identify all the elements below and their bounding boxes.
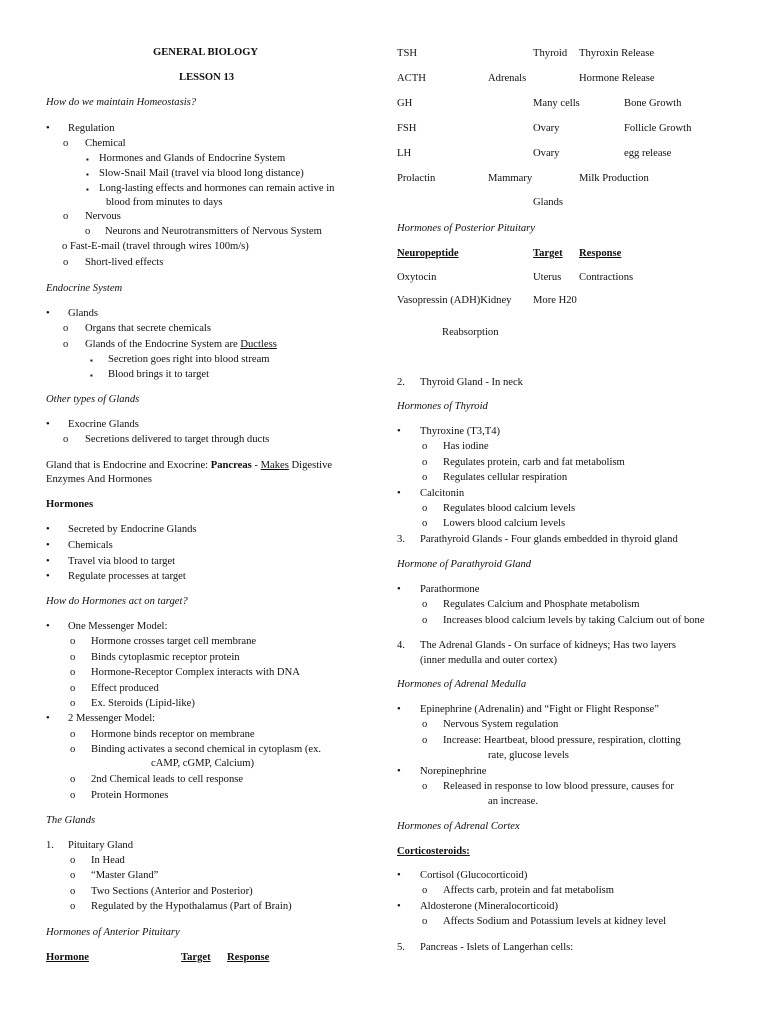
table-cell-target: Mammary: [488, 173, 533, 184]
table-cell-hormone: GH: [397, 98, 413, 109]
section-heading: Hormones of Adrenal Medulla: [397, 679, 527, 690]
table-cell-target: Thyroid: [533, 48, 568, 59]
list-item: Parathyroid Glands - Four glands embedded in thyroid gland: [420, 534, 678, 545]
list-item: Exocrine Glands: [68, 419, 139, 430]
sub-bullet: o: [422, 916, 428, 927]
list-item: Binds cytoplasmic receptor protein: [91, 652, 240, 663]
sub-bullet: o: [422, 781, 428, 792]
list-item: 2nd Chemical leads to cell response: [91, 774, 244, 785]
list-item: blood from minutes to days: [106, 197, 223, 208]
table-cell-response: Follicle Growth: [624, 123, 692, 134]
bullet: •: [46, 571, 50, 582]
sub-bullet: o: [70, 744, 76, 755]
sub-bullet: o: [70, 698, 76, 709]
sub-bullet: o: [63, 211, 69, 222]
table-cell-target: Ovary: [533, 148, 560, 159]
square-bullet: ▪: [90, 371, 93, 380]
sub-bullet: o: [422, 719, 428, 730]
square-bullet: ▪: [86, 155, 89, 164]
sub-bullet: o: [70, 901, 76, 912]
square-bullet: ▪: [90, 356, 93, 365]
table-cell-response: Milk Production: [579, 173, 649, 184]
sub-bullet: o: [70, 774, 76, 785]
list-item: Regulated by the Hypothalamus (Part of Brain): [91, 901, 292, 912]
list-item: Regulates protein, carb and fat metabolism: [443, 457, 625, 468]
table-cell-neuropeptide: Vasopressin (ADH)Kidney: [397, 295, 512, 306]
table-cell-response: egg release: [624, 148, 672, 159]
section-heading: Hormones of Anterior Pituitary: [46, 927, 180, 938]
list-item: Glands: [68, 308, 99, 319]
sub-bullet: o: [422, 441, 428, 452]
list-item: The Adrenal Glands - On surface of kidneys; Has two layers: [420, 640, 676, 651]
list-item: Epinephrine (Adrenalin) and “Fight or Flight Response”: [420, 704, 659, 715]
list-item: Regulates blood calcium levels: [443, 503, 576, 514]
list-item: One Messenger Model:: [68, 621, 168, 632]
section-heading: Hormones: [46, 499, 94, 510]
section-heading: How do Hormones act on target?: [46, 596, 188, 607]
list-item: Pituitary Gland: [68, 840, 134, 851]
column-header-target: Target: [181, 952, 211, 963]
bullet: •: [46, 556, 50, 567]
list-item: rate, glucose levels: [488, 750, 569, 761]
list-item: Norepinephrine: [420, 766, 487, 777]
paragraph: Gland that is Endocrine and Exocrine: Pancreas - Makes Digestive: [46, 460, 333, 471]
list-item: o Fast-E-mail (travel through wires 100m/s): [62, 241, 249, 252]
list-item: Increase: Heartbeat, blood pressure, respiration, clotting: [443, 735, 681, 746]
bullet: •: [46, 713, 50, 724]
list-item: Slow-Snail Mail (travel via blood long distance): [99, 168, 304, 179]
table-cell-response: Hormone Release: [579, 73, 655, 84]
sub-bullet: o: [422, 457, 428, 468]
list-number: 3.: [397, 534, 405, 545]
list-item: Has iodine: [443, 441, 489, 452]
section-heading: Hormones of Thyroid: [397, 401, 488, 412]
section-heading: Other types of Glands: [46, 394, 140, 405]
bullet: •: [397, 766, 401, 777]
list-item: Regulation: [68, 123, 115, 134]
sub-bullet: o: [70, 652, 76, 663]
list-item: Protein Hormones: [91, 790, 169, 801]
table-cell-target: Glands: [533, 197, 564, 208]
sub-bullet: o: [63, 257, 69, 268]
list-item: Pancreas - Islets of Langerhan cells:: [420, 942, 574, 953]
sub-bullet: o: [422, 503, 428, 514]
list-item: Two Sections (Anterior and Posterior): [91, 886, 253, 897]
list-item: Affects Sodium and Potassium levels at kidney level: [443, 916, 667, 927]
bullet: •: [397, 901, 401, 912]
table-cell-target: Uterus: [533, 272, 562, 283]
sub-bullet: o: [70, 667, 76, 678]
list-number: 5.: [397, 942, 405, 953]
subsection-heading: Corticosteroids:: [397, 846, 470, 857]
bullet: •: [397, 870, 401, 881]
list-item: Hormones and Glands of Endocrine System: [99, 153, 286, 164]
table-cell-response: Contractions: [579, 272, 634, 283]
sub-bullet: o: [63, 323, 69, 334]
sub-bullet: o: [422, 615, 428, 626]
list-item: Organs that secrete chemicals: [85, 323, 211, 334]
list-item: Thyroxine (T3,T4): [420, 426, 501, 437]
list-item: Travel via blood to target: [68, 556, 176, 567]
table-cell-target: Many cells: [533, 98, 580, 109]
bullet: •: [46, 524, 50, 535]
section-heading: Endocrine System: [46, 283, 123, 294]
bullet: •: [46, 308, 50, 319]
list-item: Hormone binds receptor on membrane: [91, 729, 255, 740]
column-header-response: Response: [227, 952, 270, 963]
sub-bullet: o: [422, 472, 428, 483]
table-cell-response: Reabsorption: [442, 327, 499, 338]
list-item: In Head: [91, 855, 125, 866]
list-item: Long-lasting effects and hormones can remain active in: [99, 183, 335, 194]
list-item: Calcitonin: [420, 488, 465, 499]
bullet: •: [397, 488, 401, 499]
bullet: •: [46, 621, 50, 632]
doc-title: GENERAL BIOLOGY: [153, 47, 259, 58]
sub-bullet: o: [70, 683, 76, 694]
list-item: Affects carb, protein and fat metabolism: [443, 885, 615, 896]
column-header-hormone: Hormone: [46, 952, 89, 963]
section-heading: Hormones of Posterior Pituitary: [397, 223, 536, 234]
list-item: Hormone crosses target cell membrane: [91, 636, 257, 647]
table-cell-response: More H20: [533, 295, 577, 306]
list-item: cAMP, cGMP, Calcium): [151, 758, 254, 769]
sub-bullet: o: [70, 636, 76, 647]
sub-bullet: o: [63, 339, 69, 350]
bullet: •: [46, 123, 50, 134]
list-item: Short-lived effects: [85, 257, 164, 268]
list-item: Regulate processes at target: [68, 571, 186, 582]
table-cell-target: Adrenals: [488, 73, 527, 84]
list-item: Released in response to low blood pressure, causes for: [443, 781, 674, 792]
list-number: 4.: [397, 640, 405, 651]
sub-bullet: o: [70, 855, 76, 866]
list-item: Nervous System regulation: [443, 719, 559, 730]
list-item: Effect produced: [91, 683, 159, 694]
list-item: Chemical: [85, 138, 126, 149]
section-heading: Hormones of Adrenal Cortex: [397, 821, 520, 832]
sub-bullet: o: [63, 138, 69, 149]
table-cell-hormone: FSH: [397, 123, 417, 134]
section-heading: The Glands: [46, 815, 96, 826]
table-cell-hormone: Prolactin: [397, 173, 436, 184]
list-item: Blood brings it to target: [108, 369, 210, 380]
list-item: (inner medulla and outer cortex): [420, 655, 558, 666]
paragraph: Enzymes And Hormones: [46, 474, 152, 485]
column-header-target: Target: [533, 248, 563, 259]
sub-bullet: o: [70, 790, 76, 801]
square-bullet: ▪: [86, 170, 89, 179]
sub-bullet: o: [70, 886, 76, 897]
sub-bullet: o: [70, 729, 76, 740]
section-heading: Hormone of Parathyroid Gland: [397, 559, 532, 570]
list-item: Secretion goes right into blood stream: [108, 354, 270, 365]
list-item: Parathormone: [420, 584, 480, 595]
sub-bullet: o: [63, 434, 69, 445]
list-item: Hormone-Receptor Complex interacts with DNA: [91, 667, 300, 678]
table-cell-response: Thyroxin Release: [579, 48, 655, 59]
sub-bullet: o: [422, 518, 428, 529]
list-item: Thyroid Gland - In neck: [420, 377, 523, 388]
section-heading: How do we maintain Homeostasis?: [46, 97, 197, 108]
list-item: Ex. Steroids (Lipid-like): [91, 698, 195, 709]
bullet: •: [46, 540, 50, 551]
list-item: “Master Gland”: [91, 870, 159, 881]
list-item: Regulates cellular respiration: [443, 472, 568, 483]
list-item: Lowers blood calcium levels: [443, 518, 566, 529]
list-number: 2.: [397, 377, 405, 388]
list-item: Aldosterone (Mineralocorticoid): [420, 901, 558, 912]
list-item: Increases blood calcium levels by taking Calcium out of bone: [443, 615, 705, 626]
list-item: 2 Messenger Model:: [68, 713, 156, 724]
column-header-response: Response: [579, 248, 622, 259]
list-item: Binding activates a second chemical in cytoplasm (ex.: [91, 744, 322, 755]
table-cell-hormone: ACTH: [397, 73, 426, 84]
list-item: an increase.: [488, 796, 538, 807]
list-item: Chemicals: [68, 540, 113, 551]
list-number: 1.: [46, 840, 54, 851]
sub-bullet: o: [85, 226, 91, 237]
sub-bullet: o: [422, 885, 428, 896]
square-bullet: ▪: [86, 185, 89, 194]
list-item: Secretions delivered to target through ducts: [85, 434, 270, 445]
list-item: Nervous: [85, 211, 121, 222]
sub-bullet: o: [422, 735, 428, 746]
column-header-neuropeptide: Neuropeptide: [397, 248, 459, 259]
list-item: Cortisol (Glucocorticoid): [420, 870, 528, 881]
bullet: •: [397, 584, 401, 595]
table-cell-hormone: LH: [397, 148, 412, 159]
bullet: •: [46, 419, 50, 430]
bullet: •: [397, 426, 401, 437]
sub-bullet: o: [70, 870, 76, 881]
list-item: Glands of the Endocrine System are Ductless: [85, 339, 277, 350]
table-cell-neuropeptide: Oxytocin: [397, 272, 437, 283]
table-cell-target: Ovary: [533, 123, 560, 134]
list-item: Neurons and Neurotransmitters of Nervous System: [105, 226, 322, 237]
bullet: •: [397, 704, 401, 715]
list-item: Secreted by Endocrine Glands: [68, 524, 197, 535]
lesson-number: LESSON 13: [179, 72, 235, 83]
table-cell-hormone: TSH: [397, 48, 418, 59]
sub-bullet: o: [422, 599, 428, 610]
list-item: Regulates Calcium and Phosphate metabolism: [443, 599, 640, 610]
table-cell-response: Bone Growth: [624, 98, 682, 109]
